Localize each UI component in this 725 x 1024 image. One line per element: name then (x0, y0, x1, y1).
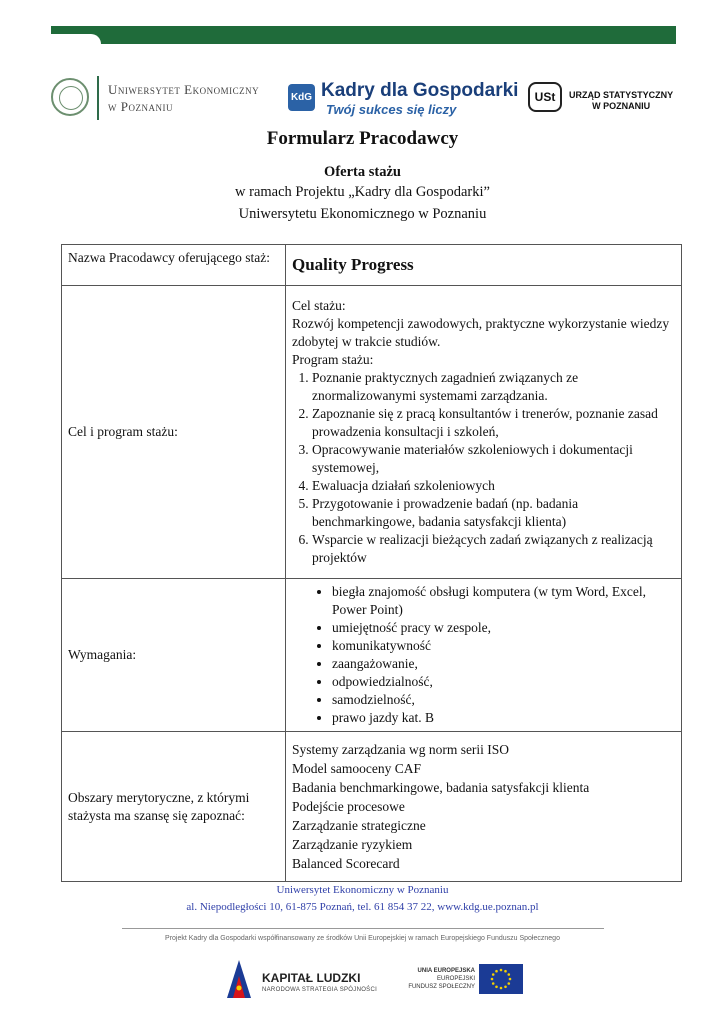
header-bar-notch (51, 34, 101, 46)
program-heading: Program stażu: (292, 352, 374, 367)
list-item: • zaangażowanie, (332, 655, 675, 673)
list-item: • umiejętność pracy w zespole, (332, 619, 675, 637)
statistical-office-logo-icon: USt (528, 82, 562, 112)
kapital-ludzki-logo-icon (225, 958, 253, 1000)
list-item: • prawo jazdy kat. B (332, 709, 675, 727)
logo-divider (97, 76, 99, 120)
list-item: 3. Opracowywanie materiałów szkoleniowych i dokumentacji systemowej, (312, 441, 675, 477)
employer-label: Nazwa Pracodawcy oferującego staż: (62, 245, 286, 286)
eu-flag-icon (479, 964, 523, 994)
kdg-title: Kadry dla Gospodarki (321, 80, 519, 101)
goal-content (286, 286, 682, 579)
list-item: • komunikatywność (332, 637, 675, 655)
goal-label: Cel i program stażu: (62, 286, 286, 579)
goal-text: Rozwój kompetencji zawodowych, praktyczne wykorzystanie wiedzy zdobytej w trakcie studiów. (292, 316, 670, 349)
university-line: Uniwersytetu Ekonomicznego w Poznaniu (238, 206, 487, 222)
eu-fund-label: UNIA EUROPEJSKA EUROPEJSKI FUNDUSZ SPOŁECZNY (408, 968, 475, 990)
statistical-office-name: URZĄD STATYSTYCZNY W POZNANIU (569, 90, 674, 111)
header-bar (51, 26, 676, 44)
areas-label: Obszary merytoryczne, z którymi stażysta ma szansę się zapoznać: (62, 732, 286, 882)
employer-value: Quality Progress (286, 245, 682, 286)
requirements-list (292, 583, 675, 727)
requirements-content (286, 579, 682, 732)
kapital-ludzki-title: KAPITAŁ LUDZKI (262, 971, 361, 985)
list-item: Model samooceny CAF (292, 761, 421, 776)
footer-university: Uniwersytet Ekonomiczny w Poznaniu (276, 884, 449, 896)
list-item: • samodzielność, (332, 691, 675, 709)
table-row-areas (62, 732, 682, 882)
goal-heading: Cel stażu: (292, 298, 346, 313)
project-line: w ramach Projektu „Kadry dla Gospodarki” (235, 184, 490, 200)
list-item: 2. Zapoznanie się z pracą konsultantów i trenerów, poznanie zasad prowadzenia konsultacji i szkoleń, (312, 405, 675, 441)
table-row-employer (62, 245, 682, 286)
document-subtitle: Oferta stażu (324, 164, 401, 180)
list-item: 4. Ewaluacja działań szkoleniowych (312, 477, 675, 495)
kdg-logo-icon: KdG (288, 84, 315, 111)
university-seal-icon (51, 78, 89, 116)
header-logos (51, 72, 676, 130)
list-item: Zarządzanie strategiczne (292, 818, 426, 833)
list-item: 5. Przygotowanie i prowadzenie badań (np. badania benchmarkingowe, badania satysfakcji klienta) (312, 495, 675, 531)
cofunding-note: Projekt Kadry dla Gospodarki współfinansowany ze środków Unii Europejskiej w ramach Europejskiego Funduszu Społecznego (165, 935, 560, 942)
list-item: 1. Poznanie praktycznych zagadnień związanych ze znormalizowanymi systemami zarządzania. (312, 369, 675, 405)
list-item: 6. Wsparcie w realizacji bieżących zadań związanych z realizacją projektów (312, 531, 675, 567)
program-list (292, 369, 675, 567)
list-item: Badania benchmarkingowe, badania satysfakcji klienta (292, 780, 590, 795)
list-item: • odpowiedzialność, (332, 673, 675, 691)
kdg-slogan: Twój sukces się liczy (326, 102, 457, 117)
list-item: Balanced Scorecard (292, 856, 400, 871)
kapital-ludzki-subtitle: NARODOWA STRATEGIA SPÓJNOŚCI (262, 987, 378, 993)
page-title: Formularz Pracodawcy (266, 128, 459, 149)
university-name: Uniwersytet Ekonomiczny w Poznaniu (108, 82, 260, 114)
list-item: Zarządzanie ryzykiem (292, 837, 413, 852)
footer-divider (122, 928, 604, 929)
footer-address: al. Niepodległości 10, 61-875 Poznań, tel. 61 854 37 22, www.kdg.ue.poznan.pl (186, 901, 539, 913)
table-row-goal (62, 286, 682, 579)
table-row-requirements (62, 579, 682, 732)
list-item: Podejście procesowe (292, 799, 405, 814)
requirements-label: Wymagania: (62, 579, 286, 732)
areas-content (286, 732, 682, 882)
list-item: Systemy zarządzania wg norm serii ISO (292, 742, 510, 757)
list-item: • biegła znajomość obsługi komputera (w tym Word, Excel, Power Point) (332, 583, 675, 619)
employer-form-table (61, 244, 682, 882)
